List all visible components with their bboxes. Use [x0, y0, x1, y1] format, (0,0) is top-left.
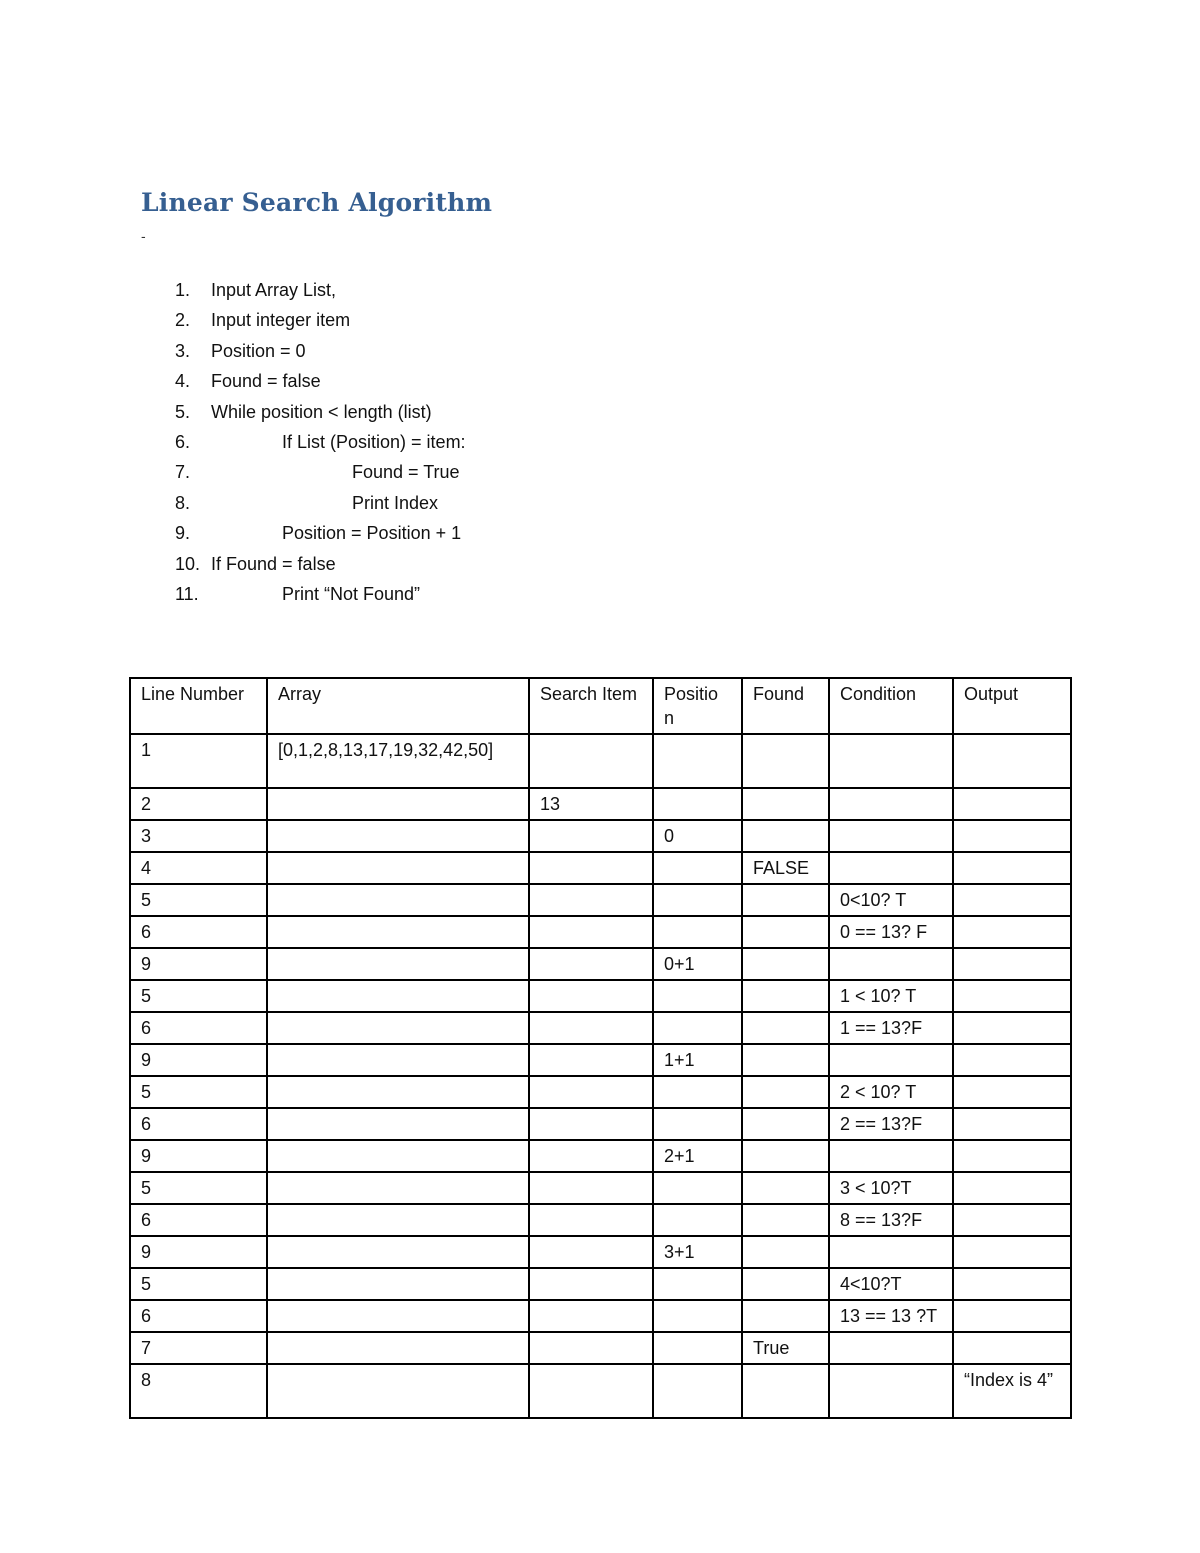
step-number: 10. — [175, 553, 201, 574]
table-cell — [829, 820, 953, 852]
table-cell: 4 — [130, 852, 267, 884]
table-cell — [829, 1236, 953, 1268]
table-cell — [267, 788, 529, 820]
step-text: Position = Position + 1 — [282, 523, 462, 544]
table-cell — [829, 1332, 953, 1364]
table-row — [130, 820, 1071, 852]
step-number: 1. — [175, 280, 191, 300]
table-cell — [742, 820, 829, 852]
table-row — [130, 1044, 1071, 1076]
table-cell — [953, 852, 1071, 884]
table-row — [130, 734, 1071, 788]
table-cell: 6 — [130, 1300, 267, 1332]
table-cell: 3+1 — [653, 1236, 742, 1268]
table-row — [130, 1236, 1071, 1268]
table-cell — [529, 1300, 653, 1332]
table-cell — [653, 1300, 742, 1332]
table-cell: 13 == 13 ?T — [829, 1300, 953, 1332]
table-cell: FALSE — [742, 852, 829, 884]
table-cell — [953, 1204, 1071, 1236]
table-cell — [829, 948, 953, 980]
table-row — [130, 1012, 1071, 1044]
table-cell: 2+1 — [653, 1140, 742, 1172]
table-cell: 0 — [653, 820, 742, 852]
table-cell — [529, 980, 653, 1012]
table-cell — [267, 916, 529, 948]
table-cell — [267, 1108, 529, 1140]
table-cell — [742, 1140, 829, 1172]
table-cell: 13 — [529, 788, 653, 820]
table-cell: 5 — [130, 1172, 267, 1204]
table-cell — [267, 852, 529, 884]
table-cell: 6 — [130, 1204, 267, 1236]
table-cell — [653, 884, 742, 916]
table-cell: 0 == 13? F — [829, 916, 953, 948]
step-number: 6. — [175, 431, 191, 452]
table-cell: 9 — [130, 1140, 267, 1172]
header-condition: Condition — [829, 678, 953, 734]
table-cell — [267, 1268, 529, 1300]
table-cell — [267, 1044, 529, 1076]
table-cell — [653, 1108, 742, 1140]
step-text: Input integer item — [211, 310, 351, 331]
table-cell — [953, 884, 1071, 916]
step-number: 4. — [175, 371, 191, 392]
table-cell — [529, 1044, 653, 1076]
table-cell — [829, 734, 953, 788]
table-cell — [529, 1268, 653, 1300]
table-row — [130, 1172, 1071, 1204]
table-cell — [529, 948, 653, 980]
table-row — [130, 1140, 1071, 1172]
table-cell — [953, 1076, 1071, 1108]
table-cell — [953, 948, 1071, 980]
table-cell — [953, 1108, 1071, 1140]
table-cell: 6 — [130, 916, 267, 948]
table-cell — [529, 820, 653, 852]
table-cell: 2 < 10? T — [829, 1076, 953, 1108]
step-text: Position = 0 — [211, 340, 306, 361]
table-cell — [653, 788, 742, 820]
table-cell: 5 — [130, 1268, 267, 1300]
table-cell — [267, 1300, 529, 1332]
table-cell — [529, 1140, 653, 1172]
table-row — [130, 948, 1071, 980]
table-cell — [529, 1204, 653, 1236]
table-row — [130, 1108, 1071, 1140]
table-cell — [953, 820, 1071, 852]
table-cell — [653, 1268, 742, 1300]
header-search-item: Search Item — [529, 678, 653, 734]
table-cell — [742, 1364, 829, 1418]
step-text: Print Index — [352, 492, 439, 513]
table-cell — [953, 916, 1071, 948]
table-cell — [267, 980, 529, 1012]
table-row — [130, 1268, 1071, 1300]
table-cell: 8 == 13?F — [829, 1204, 953, 1236]
step-number: 9. — [175, 523, 191, 544]
table-cell — [829, 788, 953, 820]
table-cell — [267, 1364, 529, 1418]
table-cell: 9 — [130, 1236, 267, 1268]
table-cell — [267, 1140, 529, 1172]
table-cell — [742, 980, 829, 1012]
table-cell: 5 — [130, 1076, 267, 1108]
table-cell — [267, 1076, 529, 1108]
step-text: Found = false — [211, 371, 321, 392]
table-cell — [742, 1108, 829, 1140]
table-cell — [953, 1332, 1071, 1364]
table-cell: 4<10?T — [829, 1268, 953, 1300]
table-cell — [953, 980, 1071, 1012]
table-cell: 8 — [130, 1364, 267, 1418]
table-row — [130, 1076, 1071, 1108]
table-cell — [529, 734, 653, 788]
table-cell — [529, 1076, 653, 1108]
table-cell: 0+1 — [653, 948, 742, 980]
table-cell — [267, 884, 529, 916]
table-cell: 2 — [130, 788, 267, 820]
table-cell — [529, 1332, 653, 1364]
table-cell — [953, 1012, 1071, 1044]
table-cell — [267, 1236, 529, 1268]
step-text: Input Array List, — [211, 280, 337, 300]
table-cell — [829, 1364, 953, 1418]
step-number: 5. — [175, 401, 191, 422]
table-cell — [742, 788, 829, 820]
table-cell — [742, 1204, 829, 1236]
table-cell — [742, 1172, 829, 1204]
step-text: Print “Not Found” — [282, 583, 421, 604]
table-row — [130, 1300, 1071, 1332]
table-cell — [653, 1172, 742, 1204]
page-title: Linear Search Algorithm — [141, 188, 493, 217]
table-cell: 1 — [130, 734, 267, 788]
table-cell — [653, 1012, 742, 1044]
table-cell: 1 == 13?F — [829, 1012, 953, 1044]
step-number: 11. — [175, 583, 199, 604]
step-number: 7. — [175, 462, 191, 483]
table-row — [130, 1204, 1071, 1236]
table-cell: 6 — [130, 1108, 267, 1140]
table-cell: 2 == 13?F — [829, 1108, 953, 1140]
table-row — [130, 852, 1071, 884]
table-cell — [267, 1012, 529, 1044]
table-cell — [653, 1332, 742, 1364]
step-text: If List (Position) = item: — [282, 431, 466, 452]
table-cell — [953, 788, 1071, 820]
table-cell — [742, 1076, 829, 1108]
table-cell — [529, 884, 653, 916]
table-row — [130, 788, 1071, 820]
table-cell: 9 — [130, 1044, 267, 1076]
table-cell — [829, 1140, 953, 1172]
table-cell — [829, 1044, 953, 1076]
table-cell — [829, 852, 953, 884]
step-text: If Found = false — [211, 553, 336, 574]
table-cell — [529, 1364, 653, 1418]
header-output: Output — [953, 678, 1071, 734]
header-found: Found — [742, 678, 829, 734]
table-row — [130, 884, 1071, 916]
header-position: Positio n — [653, 678, 742, 734]
table-cell — [953, 1140, 1071, 1172]
table-cell — [742, 948, 829, 980]
table-cell — [742, 1044, 829, 1076]
table-cell — [742, 1268, 829, 1300]
table-cell — [742, 734, 829, 788]
table-cell: 9 — [130, 948, 267, 980]
table-cell — [742, 884, 829, 916]
table-row — [130, 1364, 1071, 1418]
table-cell — [953, 1172, 1071, 1204]
table-cell: 3 — [130, 820, 267, 852]
table-cell: 1+1 — [653, 1044, 742, 1076]
table-cell — [267, 1172, 529, 1204]
header-line-number: Line Number — [130, 678, 267, 734]
table-cell — [529, 1236, 653, 1268]
table-cell — [267, 1332, 529, 1364]
table-cell: “Index is 4” — [953, 1364, 1071, 1418]
table-cell — [653, 916, 742, 948]
table-cell — [653, 1076, 742, 1108]
table-cell — [267, 820, 529, 852]
table-cell: 1 < 10? T — [829, 980, 953, 1012]
table-cell: 7 — [130, 1332, 267, 1364]
trace-table — [129, 677, 1072, 1419]
table-cell — [267, 1204, 529, 1236]
table-cell — [653, 1204, 742, 1236]
table-cell: 3 < 10?T — [829, 1172, 953, 1204]
table-cell — [953, 1236, 1071, 1268]
table-cell — [529, 1172, 653, 1204]
table-cell — [953, 1300, 1071, 1332]
table-cell: 5 — [130, 980, 267, 1012]
table-row — [130, 1332, 1071, 1364]
table-cell: 5 — [130, 884, 267, 916]
table-cell — [529, 1012, 653, 1044]
table-cell — [653, 852, 742, 884]
table-cell: True — [742, 1332, 829, 1364]
step-number: 8. — [175, 492, 191, 513]
table-cell — [953, 1044, 1071, 1076]
table-cell — [742, 916, 829, 948]
table-body — [130, 734, 1071, 1418]
table-cell — [267, 948, 529, 980]
table-cell — [953, 734, 1071, 788]
table-cell — [529, 916, 653, 948]
table-row — [130, 916, 1071, 948]
table-cell — [742, 1300, 829, 1332]
step-number: 2. — [175, 310, 191, 331]
table-header-row — [130, 678, 1071, 734]
table-cell: [0,1,2,8,13,17,19,32,42,50] — [267, 734, 529, 788]
step-number: 3. — [175, 340, 191, 361]
table-cell: 0<10? T — [829, 884, 953, 916]
table-cell — [529, 1108, 653, 1140]
title-dash: - — [141, 228, 146, 244]
header-array: Array — [267, 678, 529, 734]
table-cell — [653, 1364, 742, 1418]
table-cell — [742, 1236, 829, 1268]
table-cell: 6 — [130, 1012, 267, 1044]
table-cell — [653, 980, 742, 1012]
table-cell — [953, 1268, 1071, 1300]
step-text: While position < length (list) — [211, 401, 432, 422]
step-text: Found = True — [352, 462, 460, 483]
table-cell — [742, 1012, 829, 1044]
table-row — [130, 980, 1071, 1012]
table-cell — [653, 734, 742, 788]
table-cell — [529, 852, 653, 884]
